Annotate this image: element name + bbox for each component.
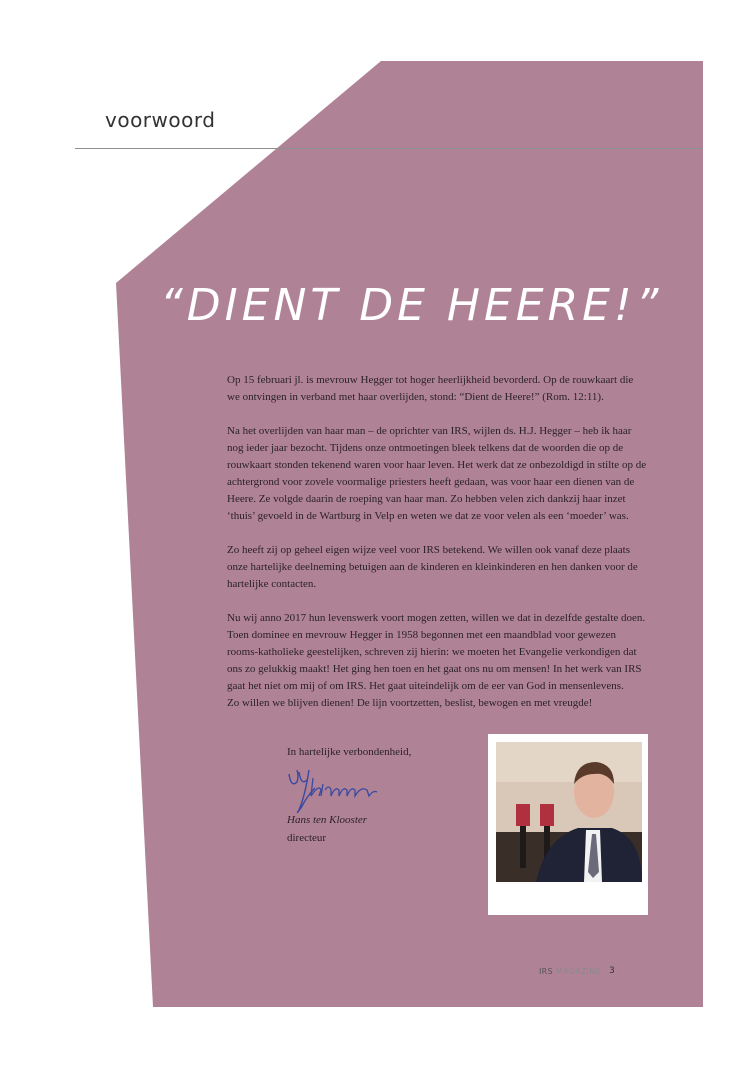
paragraph-1: Op 15 februari jl. is mevrouw Hegger tot hoger heerlijkheid bevorderd. Op de rouwkaart die we ontvingen in verband met haar overlijden, stond: “Dient de Heere!” (Rom. 12:11). (227, 374, 634, 403)
paragraph-3: Zo heeft zij op geheel eigen wijze veel voor IRS betekend. We willen ook vanaf deze plaats onze hartelijke deelneming betuigen aan de kinderen en kleinkinderen en hen danken voor de hartelijke contacten. (227, 544, 638, 590)
portrait-photo-frame (488, 734, 648, 915)
closing-line: In hartelijke verbondenheid, (287, 746, 412, 758)
article-body (227, 372, 647, 712)
paragraph-5: Zo willen we blijven dienen! De lijn voortzetten, beslist, bewogen en met vreugde! (227, 697, 593, 709)
headline: “DIENT DE HEERE!” (160, 280, 663, 331)
signer-title: directeur (287, 832, 327, 844)
footer-brand (539, 967, 601, 976)
paragraph-2: Na het overlijden van haar man – de oprichter van IRS, wijlen ds. H.J. Hegger – heb ik haar nog ieder jaar bezocht. Tijdens onze ontmoetingen bleek telkens dat de woorden die op de rouwkaart stonden tekenend waren voor haar leven. Het werk dat ze onbezoldigd in stilte op de achtergrond voor zovele voormalige priesters heeft gedaan, was voor haar een dienen van de Heere. Ze volgde daarin de roeping van haar man. Zo hebben velen zich dankzij haar inzet ‘thuis’ gevoeld in de Wartburg in Velp en weten we dat ze voor velen als een ‘moeder’ was. (227, 425, 647, 522)
section-divider (75, 148, 703, 149)
paragraph-4: Nu wij anno 2017 hun levenswerk voort mogen zetten, willen we dat in dezelfde gestalte doen. Toen dominee en mevrouw Hegger in 1958 begonnen met een maandblad voor gewezen rooms-katholieke geestelijken, schreven zij hierin: we moeten het Evangelie verkondigen dat ons zo gelukkig maakt! Het ging hen toen en het gaat ons nu om mensen! In het werk van IRS gaat het niet om mij of om IRS. Het gaat uiteindelijk om de eer van God in mensenlevens. (227, 612, 646, 692)
signature-image (285, 766, 385, 818)
footer-magazine: MAGAZINE (555, 967, 601, 976)
footer-irs: IRS (539, 967, 553, 976)
section-label: voorwoord (105, 108, 216, 132)
portrait-photo (496, 742, 642, 882)
page-number: 3 (609, 966, 615, 976)
signer-name: Hans ten Klooster (287, 814, 368, 826)
